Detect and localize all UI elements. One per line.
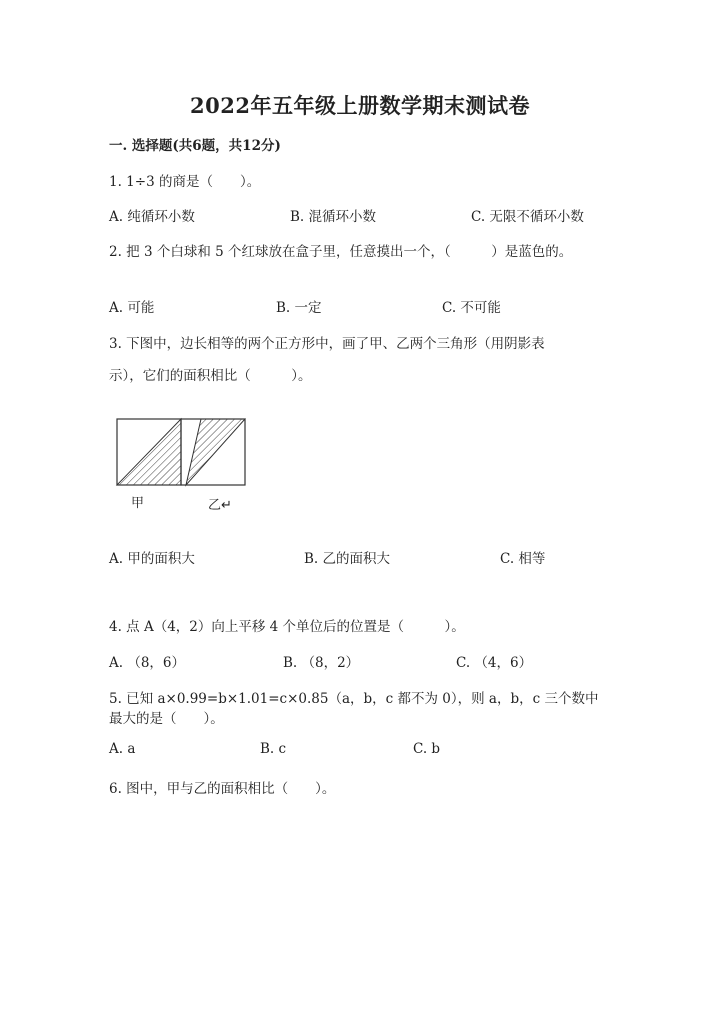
question-1-stem: 1. 1÷3 的商是（ ）。 [109,174,261,190]
question-5-option-b: B. c [260,741,287,757]
question-5-option-c: C. b [413,741,441,757]
question-4-option-c: C. （4，6） [456,655,533,671]
question-5-stem-line-2: 最大的是（ ）。 [109,711,224,727]
triangle-jia [117,419,181,485]
question-5-stem-line-1: 5. 已知 a×0.99=b×1.01=c×0.85（a，b，c 都不为 0），则 a，b，c 三个数中 [109,691,599,707]
question-5-option-a: A. a [109,741,136,757]
question-4-option-a: A. （8，6） [109,655,186,671]
question-2-option-a: A. 可能 [109,300,155,316]
question-4-stem: 4. 点 A（4，2）向上平移 4 个单位后的位置是（ ）。 [109,619,465,635]
question-3-option-c: C. 相等 [500,551,546,567]
question-3-stem-line-2: 示），它们的面积相比（ ）。 [109,368,312,384]
figure-label-yi: 乙↵ [208,498,232,513]
question-3-figure [112,414,254,492]
triangle-yi [186,419,245,485]
figure-label-jia: 甲 [131,496,145,511]
question-3-stem-line-1: 3. 下图中，边长相等的两个正方形中，画了甲、乙两个三角形（用阴影表 [109,336,545,352]
question-3-option-a: A. 甲的面积大 [109,551,195,567]
section-heading: 一. 选择题(共6题，共12分) [109,138,281,154]
question-3-option-b: B. 乙的面积大 [304,551,391,567]
question-4-option-b: B. （8，2） [283,655,360,671]
question-2-option-b: B. 一定 [276,300,322,316]
question-1-option-a: A. 纯循环小数 [109,209,195,225]
question-2-stem: 2. 把 3 个白球和 5 个红球放在盒子里，任意摸出一个，（ ）是蓝色的。 [109,244,573,260]
question-1-option-b: B. 混循环小数 [290,209,377,225]
question-6-stem: 6. 图中，甲与乙的面积相比（ ）。 [109,781,336,797]
page-title: 2022年五年级上册数学期末测试卷 [190,93,530,118]
question-1-option-c: C. 无限不循环小数 [471,209,584,225]
question-2-option-c: C. 不可能 [442,300,501,316]
